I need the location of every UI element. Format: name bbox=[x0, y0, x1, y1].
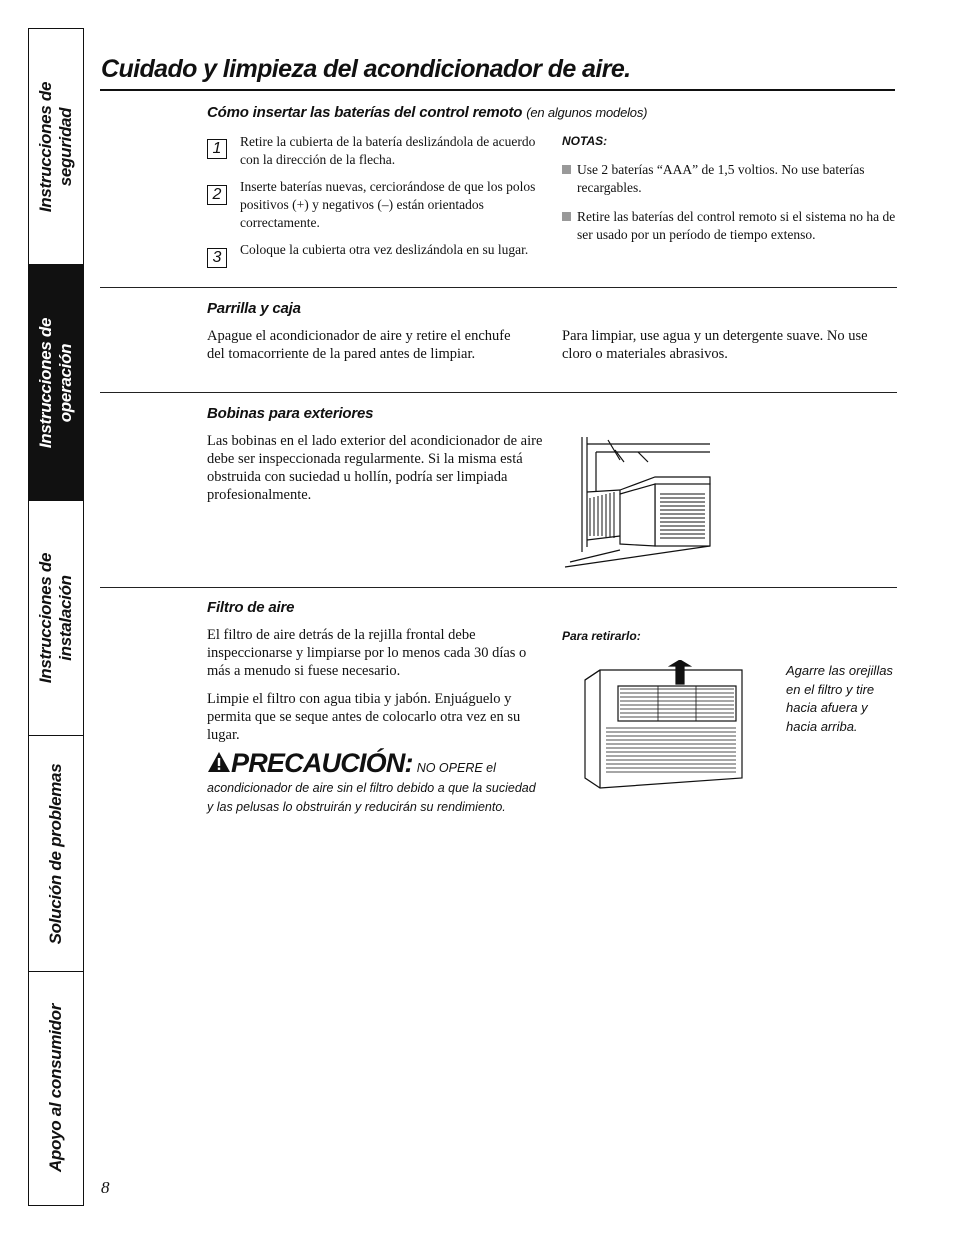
tab-installation[interactable] bbox=[29, 501, 83, 736]
step-text-2: Inserte baterías nuevas, cerciorándose de que los polos positivos (+) y negativos (–) están orientados correctamente. bbox=[240, 179, 536, 230]
step-number-1: 1 bbox=[207, 139, 227, 159]
grille-left-text: Apague el acondicionador de aire y retire el enchufe del tomacorriente de la pared antes de limpiar. bbox=[207, 328, 511, 362]
filter-paragraph-1: El filtro de aire detrás de la rejilla frontal debe inspeccionarse y limpiarse por lo menos cada 30 días o más a menudo si fuese necesario. bbox=[207, 627, 527, 679]
tab-safety[interactable] bbox=[29, 29, 83, 265]
step-text-1: Retire la cubierta de la batería deslizándola de acuerdo con la dirección de la flecha. bbox=[240, 134, 536, 167]
tab-troubleshooting-label: Solución de problemas bbox=[46, 763, 65, 944]
tab-installation-label: Instrucciones de instalación bbox=[36, 552, 75, 684]
section-divider bbox=[100, 587, 897, 588]
note-bullet-1 bbox=[562, 165, 571, 174]
caution-block bbox=[207, 748, 537, 816]
remove-label: Para retirarlo: bbox=[562, 629, 641, 643]
window-unit-illustration bbox=[560, 432, 720, 572]
tab-troubleshooting[interactable] bbox=[29, 736, 83, 972]
note-1: Use 2 baterías “AAA” de 1,5 voltios. No use baterías recargables. bbox=[577, 162, 865, 195]
section-divider bbox=[100, 392, 897, 393]
batteries-heading bbox=[207, 104, 647, 121]
grille-right-text: Para limpiar, use agua y un detergente suave. No use cloro o materiales abrasivos. bbox=[562, 328, 868, 362]
batteries-heading-note: (en algunos modelos) bbox=[526, 105, 648, 120]
page-number: 8 bbox=[101, 1178, 110, 1197]
page-title: Cuidado y limpieza del acondicionador de aire. bbox=[101, 55, 631, 83]
section-tabs bbox=[28, 28, 84, 1206]
filter-heading: Filtro de aire bbox=[207, 599, 295, 616]
coils-heading: Bobinas para exteriores bbox=[207, 405, 374, 422]
tab-operation[interactable] bbox=[29, 265, 83, 501]
tab-operation-label: Instrucciones de operación bbox=[36, 317, 75, 448]
caution-word: PRECAUCIÓN: bbox=[231, 748, 413, 778]
batteries-heading-text: Cómo insertar las baterías del control remoto bbox=[207, 104, 523, 121]
section-divider bbox=[100, 287, 897, 288]
warning-icon bbox=[207, 751, 231, 773]
filter-paragraph-2: Limpie el filtro con agua tibia y jabón. Enjuáguelo y permita que se seque antes de colocarlo otra vez en su lugar. bbox=[207, 691, 521, 743]
remove-caption: Agarre las orejillas en el filtro y tire hacia afuera y hacia arriba. bbox=[786, 663, 893, 734]
filter-removal-illustration bbox=[580, 660, 750, 790]
tab-safety-label: Instrucciones de seguridad bbox=[36, 81, 75, 212]
step-number-3: 3 bbox=[207, 248, 227, 268]
coils-text: Las bobinas en el lado exterior del acondicionador de aire debe ser inspeccionada regularmente. Si la misma está obstruida con suciedad u hollín, podría ser limpiada profesionalmente. bbox=[207, 433, 543, 503]
caution-text: NO OPERE el acondicionador de aire sin el filtro debido a que la suciedad y las pelusas lo obstruirán y reducirán su rendimiento. bbox=[207, 761, 536, 814]
note-bullet-2 bbox=[562, 212, 571, 221]
grille-heading: Parrilla y caja bbox=[207, 300, 301, 317]
notes-title: NOTAS: bbox=[562, 134, 608, 148]
step-number-2: 2 bbox=[207, 185, 227, 205]
note-2: Retire las baterías del control remoto si el sistema no ha de ser usado por un período de tiempo extenso. bbox=[577, 209, 896, 242]
step-text-3: Coloque la cubierta otra vez deslizándola en su lugar. bbox=[240, 242, 529, 257]
title-rule bbox=[100, 89, 895, 91]
tab-consumer-support-label: Apoyo al consumidor bbox=[46, 1003, 65, 1173]
tab-consumer-support[interactable] bbox=[29, 972, 83, 1204]
